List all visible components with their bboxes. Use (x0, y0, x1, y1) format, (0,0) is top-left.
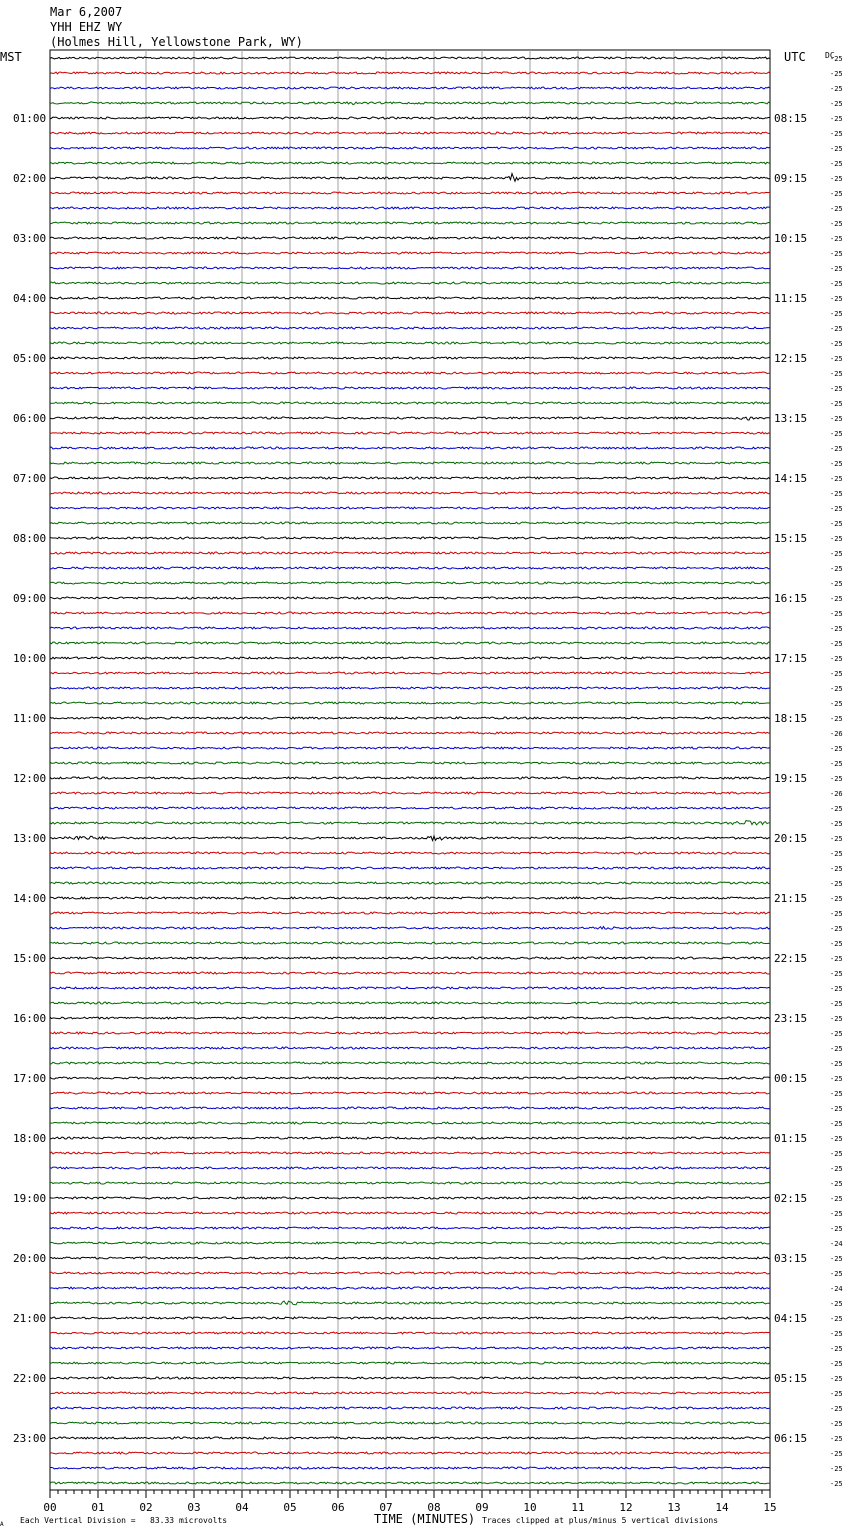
trace-65 (50, 1032, 770, 1034)
x-tick-label: 07 (379, 1501, 393, 1514)
right-hour-label: 05:15 (774, 1372, 808, 1385)
trace-4 (50, 117, 770, 119)
right-hour-label: 11:15 (774, 292, 808, 305)
trace-2 (50, 87, 770, 89)
trace-46 (50, 747, 770, 749)
dc-offset-value: -25 (830, 460, 843, 468)
dc-offset-value: -26 (830, 790, 843, 798)
dc-offset-value: -25 (830, 205, 843, 213)
dc-offset-value: -25 (830, 1390, 843, 1398)
grid (50, 50, 770, 1490)
trace-61 (50, 972, 770, 974)
clip-note: Traces clipped at plus/minus 5 vertical divisions (482, 1516, 719, 1525)
right-hour-label: 00:15 (774, 1072, 808, 1085)
dc-offset-value: -25 (830, 1030, 843, 1038)
trace-71 (50, 1122, 770, 1124)
dc-offset-value: -25 (830, 70, 843, 78)
trace-76 (50, 1197, 770, 1199)
trace-0 (50, 57, 770, 59)
plot-frame (50, 50, 770, 1490)
trace-73 (50, 1152, 770, 1154)
dc-offset-value: -25 (830, 1375, 843, 1383)
left-hour-labels (13, 112, 46, 1445)
trace-27 (50, 462, 770, 464)
x-tick-label: 01 (91, 1501, 105, 1514)
trace-7 (50, 162, 770, 164)
trace-57 (50, 912, 770, 914)
dc-offset-value: -25 (830, 1315, 843, 1323)
trace-24 (50, 417, 770, 420)
trace-39 (50, 642, 770, 644)
dc-offset-value: -25 (830, 595, 843, 603)
trace-31 (50, 522, 770, 524)
trace-51 (50, 821, 770, 825)
dc-offset-value: -24 (830, 1285, 843, 1293)
corner-mark: A (0, 1521, 4, 1528)
dc-offset-value: -25 (830, 520, 843, 528)
dc-offset-value: -25 (830, 1120, 843, 1128)
left-hour-label: 19:00 (13, 1192, 47, 1205)
trace-26 (50, 447, 770, 449)
left-hour-label: 21:00 (13, 1312, 47, 1325)
x-tick-label: 00 (43, 1501, 57, 1514)
dc-offset-value: -25 (830, 445, 843, 453)
trace-74 (50, 1167, 770, 1169)
right-hour-label: 18:15 (774, 712, 808, 725)
dc-offset-value: -25 (830, 820, 843, 828)
trace-91 (50, 1422, 770, 1424)
trace-86 (50, 1347, 770, 1349)
x-tick-label: 03 (187, 1501, 201, 1514)
trace-17 (50, 312, 770, 314)
right-zone-label: UTC (784, 50, 806, 64)
dc-offset-value: -26 (830, 730, 843, 738)
trace-68 (50, 1077, 770, 1079)
dc-offset-value: -25 (830, 1090, 843, 1098)
dc-offset-value: -25 (830, 1195, 843, 1203)
trace-47 (50, 762, 770, 764)
x-tick-label: 12 (619, 1501, 633, 1514)
header-location: (Holmes Hill, Yellowstone Park, WY) (50, 35, 303, 49)
left-hour-label: 22:00 (13, 1372, 47, 1385)
right-hour-label: 10:15 (774, 232, 808, 245)
left-hour-label: 07:00 (13, 472, 47, 485)
dc-offset-value: -25 (830, 850, 843, 858)
trace-87 (50, 1362, 770, 1364)
dc-offset-values (830, 55, 843, 1488)
dc-offset-value: -25 (830, 1225, 843, 1233)
trace-28 (50, 477, 770, 479)
dc-offset-value: -24 (830, 1240, 843, 1248)
dc-offset-value: -25 (830, 970, 843, 978)
left-hour-label: 03:00 (13, 232, 47, 245)
trace-19 (50, 342, 770, 344)
dc-offset-value: -25 (830, 175, 843, 183)
dc-offset-value: -25 (830, 550, 843, 558)
dc-offset-value: -25 (830, 880, 843, 888)
dc-offset-value: -25 (830, 1435, 843, 1443)
dc-offset-value: -25 (830, 1300, 843, 1308)
dc-offset-value: -25 (830, 1465, 843, 1473)
trace-44 (50, 717, 770, 719)
dc-offset-value: -25 (830, 145, 843, 153)
trace-59 (50, 942, 770, 944)
right-hour-labels (774, 112, 807, 1445)
dc-offset-value: -25 (830, 220, 843, 228)
dc-offset-value: -25 (830, 325, 843, 333)
dc-offset-value: -25 (830, 505, 843, 513)
trace-6 (50, 147, 770, 149)
dc-offset-value: -25 (830, 130, 843, 138)
dc-offset-value: -25 (830, 190, 843, 198)
dc-offset-value: -25 (830, 310, 843, 318)
dc-offset-value: -25 (830, 895, 843, 903)
x-tick-label: 08 (427, 1501, 441, 1514)
trace-18 (50, 327, 770, 329)
dc-offset-value: -25 (830, 160, 843, 168)
trace-89 (50, 1392, 770, 1394)
trace-9 (50, 192, 770, 194)
left-hour-label: 23:00 (13, 1432, 47, 1445)
trace-1 (50, 72, 770, 74)
x-tick-label: 06 (331, 1501, 345, 1514)
dc-offset-value: -25 (830, 1345, 843, 1353)
x-tick-label: 14 (715, 1501, 729, 1514)
dc-offset-value: -25 (830, 1210, 843, 1218)
trace-67 (50, 1062, 770, 1064)
trace-62 (50, 987, 770, 989)
dc-offset-value: -25 (830, 580, 843, 588)
right-hour-label: 06:15 (774, 1432, 808, 1445)
dc-offset-value: -25 (830, 415, 843, 423)
dc-offset-value: -25 (830, 355, 843, 363)
trace-55 (50, 882, 770, 884)
trace-64 (50, 1017, 770, 1019)
trace-90 (50, 1407, 770, 1409)
left-hour-label: 08:00 (13, 532, 47, 545)
left-hour-label: 13:00 (13, 832, 47, 845)
dc-offset-value: -25 (830, 1135, 843, 1143)
trace-95 (50, 1482, 770, 1484)
dc-offset-value: -25 (830, 700, 843, 708)
trace-37 (50, 612, 770, 614)
trace-36 (50, 597, 770, 599)
dc-offset-value: -25 (830, 1405, 843, 1413)
x-tick-label: 02 (139, 1501, 153, 1514)
trace-79 (50, 1242, 770, 1244)
x-tick-label: 04 (235, 1501, 249, 1514)
dc-offset-value: -25 (830, 115, 843, 123)
x-tick-label: 15 (763, 1501, 777, 1514)
right-hour-label: 19:15 (774, 772, 808, 785)
dc-offset-value: -25 (830, 1270, 843, 1278)
trace-14 (50, 267, 770, 269)
right-hour-label: 14:15 (774, 472, 808, 485)
trace-48 (50, 777, 770, 779)
left-hour-label: 01:00 (13, 112, 47, 125)
trace-15 (50, 282, 770, 284)
trace-43 (50, 702, 770, 704)
dc-offset-value: -25 (830, 625, 843, 633)
right-hour-label: 16:15 (774, 592, 808, 605)
dc-offset-value: -25 (830, 655, 843, 663)
dc-offset-value: -25 (830, 1450, 843, 1458)
trace-11 (50, 222, 770, 224)
trace-42 (50, 687, 770, 689)
right-hour-label: 17:15 (774, 652, 808, 665)
trace-63 (50, 1002, 770, 1004)
trace-77 (50, 1212, 770, 1214)
right-hour-label: 20:15 (774, 832, 808, 845)
dc-offset-value: -25 (830, 250, 843, 258)
trace-88 (50, 1377, 770, 1379)
dc-label: DC (825, 51, 835, 60)
trace-70 (50, 1107, 770, 1109)
dc-offset-value: -25 (830, 475, 843, 483)
left-hour-label: 05:00 (13, 352, 47, 365)
dc-offset-value: -25 (830, 925, 843, 933)
right-hour-label: 23:15 (774, 1012, 808, 1025)
trace-82 (50, 1287, 770, 1289)
dc-offset-value: -25 (830, 430, 843, 438)
left-hour-label: 17:00 (13, 1072, 47, 1085)
trace-93 (50, 1452, 770, 1454)
trace-5 (50, 132, 770, 134)
trace-45 (50, 732, 770, 734)
trace-25 (50, 432, 770, 434)
left-hour-label: 04:00 (13, 292, 47, 305)
trace-92 (50, 1437, 770, 1439)
trace-41 (50, 672, 770, 674)
x-tick-label: 05 (283, 1501, 297, 1514)
dc-offset-value: -25 (830, 1015, 843, 1023)
dc-offset-value: -25 (830, 865, 843, 873)
trace-13 (50, 252, 770, 254)
right-hour-label: 04:15 (774, 1312, 808, 1325)
trace-33 (50, 552, 770, 554)
x-tick-label: 09 (475, 1501, 489, 1514)
x-tick-label: 11 (571, 1501, 585, 1514)
dc-offset-value: -25 (830, 745, 843, 753)
trace-49 (50, 792, 770, 794)
trace-94 (50, 1467, 770, 1469)
left-hour-label: 11:00 (13, 712, 47, 725)
dc-offset-value: -25 (830, 490, 843, 498)
trace-35 (50, 582, 770, 584)
trace-40 (50, 657, 770, 659)
trace-34 (50, 567, 770, 569)
dc-offset-value: -25 (830, 265, 843, 273)
dc-offset-value: -25 (830, 910, 843, 918)
dc-offset-value: -25 (830, 805, 843, 813)
trace-22 (50, 387, 770, 389)
trace-23 (50, 402, 770, 404)
trace-58 (50, 926, 770, 929)
header-date: Mar 6,2007 (50, 5, 123, 19)
dc-offset-value: -25 (830, 340, 843, 348)
dc-offset-value: -25 (830, 100, 843, 108)
dc-offset-value: -25 (830, 640, 843, 648)
dc-offset-value: -25 (830, 1165, 843, 1173)
dc-offset-value: -25 (830, 1075, 843, 1083)
trace-50 (50, 807, 770, 809)
trace-52 (50, 836, 770, 840)
left-hour-label: 10:00 (13, 652, 47, 665)
dc-offset-value: -25 (830, 670, 843, 678)
dc-offset-value: -25 (830, 55, 843, 63)
dc-offset-value: -25 (830, 940, 843, 948)
dc-offset-value: -25 (830, 85, 843, 93)
right-hour-label: 22:15 (774, 952, 808, 965)
right-hour-label: 01:15 (774, 1132, 808, 1145)
header-station: YHH EHZ WY (50, 20, 123, 34)
left-hour-label: 16:00 (13, 1012, 47, 1025)
dc-offset-value: -25 (830, 295, 843, 303)
right-hour-label: 03:15 (774, 1252, 808, 1265)
left-hour-label: 14:00 (13, 892, 47, 905)
trace-8 (50, 174, 770, 182)
trace-84 (50, 1317, 770, 1319)
trace-80 (50, 1257, 770, 1259)
trace-85 (50, 1332, 770, 1334)
trace-20 (50, 357, 770, 359)
dc-offset-value: -25 (830, 1480, 843, 1488)
trace-21 (50, 372, 770, 374)
dc-offset-value: -25 (830, 1180, 843, 1188)
left-hour-label: 12:00 (13, 772, 47, 785)
trace-78 (50, 1227, 770, 1229)
left-hour-label: 09:00 (13, 592, 47, 605)
right-hour-label: 12:15 (774, 352, 808, 365)
left-hour-label: 06:00 (13, 412, 47, 425)
left-hour-label: 15:00 (13, 952, 47, 965)
trace-54 (50, 867, 770, 869)
trace-69 (50, 1092, 770, 1094)
trace-32 (50, 537, 770, 539)
dc-offset-value: -25 (830, 760, 843, 768)
trace-81 (50, 1272, 770, 1274)
dc-offset-value: -25 (830, 280, 843, 288)
left-hour-label: 20:00 (13, 1252, 47, 1265)
dc-offset-value: -25 (830, 1420, 843, 1428)
x-tick-label: 13 (667, 1501, 681, 1514)
trace-83 (50, 1301, 770, 1305)
dc-offset-value: -25 (830, 775, 843, 783)
x-axis-title: TIME (MINUTES) (374, 1512, 476, 1526)
trace-10 (50, 207, 770, 209)
dc-offset-value: -25 (830, 235, 843, 243)
dc-offset-value: -25 (830, 1255, 843, 1263)
x-tick-label: 10 (523, 1501, 537, 1514)
dc-offset-value: -25 (830, 1105, 843, 1113)
trace-16 (50, 297, 770, 299)
trace-72 (50, 1137, 770, 1139)
trace-53 (50, 852, 770, 854)
dc-offset-value: -25 (830, 985, 843, 993)
dc-offset-value: -25 (830, 1360, 843, 1368)
left-hour-label: 02:00 (13, 172, 47, 185)
right-hour-label: 13:15 (774, 412, 808, 425)
dc-offset-value: -25 (830, 715, 843, 723)
trace-3 (50, 102, 770, 105)
dc-offset-value: -25 (830, 400, 843, 408)
dc-offset-value: -25 (830, 685, 843, 693)
trace-75 (50, 1182, 770, 1184)
dc-offset-value: -25 (830, 535, 843, 543)
right-hour-label: 02:15 (774, 1192, 808, 1205)
dc-offset-value: -25 (830, 1000, 843, 1008)
dc-offset-value: -25 (830, 835, 843, 843)
right-hour-label: 08:15 (774, 112, 808, 125)
right-hour-label: 15:15 (774, 532, 808, 545)
dc-offset-value: -25 (830, 565, 843, 573)
right-hour-label: 09:15 (774, 172, 808, 185)
dc-offset-value: -25 (830, 955, 843, 963)
dc-offset-value: -25 (830, 1045, 843, 1053)
dc-offset-value: -25 (830, 385, 843, 393)
trace-66 (50, 1047, 770, 1049)
left-hour-label: 18:00 (13, 1132, 47, 1145)
dc-offset-value: -25 (830, 610, 843, 618)
right-hour-label: 21:15 (774, 892, 808, 905)
dc-offset-value: -25 (830, 1330, 843, 1338)
x-axis (43, 1490, 776, 1514)
dc-offset-value: -25 (830, 370, 843, 378)
left-zone-label: MST (0, 50, 22, 64)
traces (50, 57, 770, 1484)
trace-38 (50, 627, 770, 629)
trace-60 (50, 957, 770, 959)
dc-offset-value: -25 (830, 1150, 843, 1158)
scale-note: Each Vertical Division = 83.33 microvolts (20, 1516, 228, 1525)
trace-30 (50, 507, 770, 509)
trace-12 (50, 237, 770, 239)
trace-56 (50, 897, 770, 899)
dc-offset-value: -25 (830, 1060, 843, 1068)
trace-29 (50, 492, 770, 494)
